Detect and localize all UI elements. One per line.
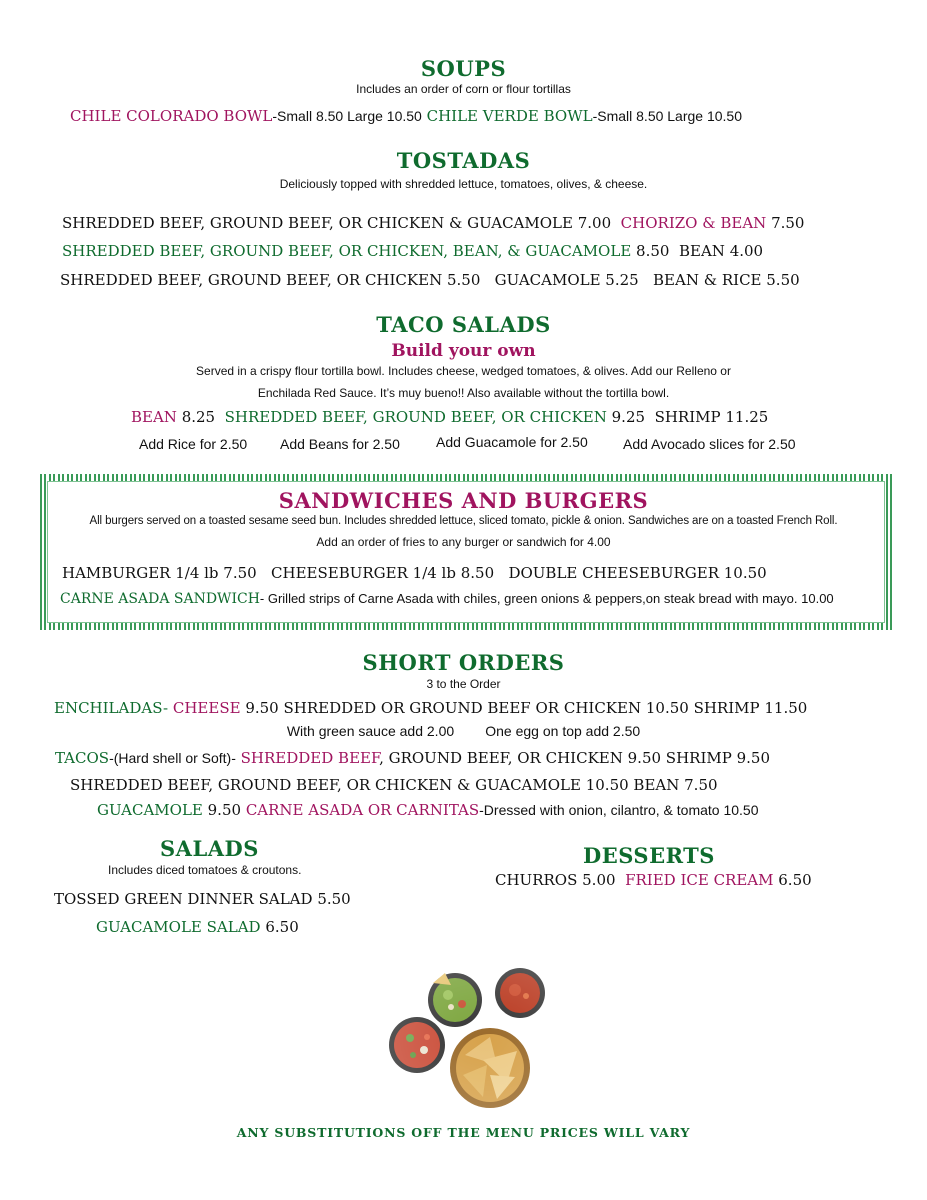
substitutions-notice: ANY SUBSTITUTIONS OFF THE MENU PRICES WILL VARY (236, 1125, 691, 1140)
tostada-guacamole: GUACAMOLE 5.25 (494, 271, 639, 289)
short-orders-guacamole-price: 9.50 (202, 801, 246, 819)
tostada-bean-guac-price: 8.50 (631, 242, 670, 260)
desserts-heading: DESSERTS (583, 843, 715, 868)
salads-note: Includes diced tomatoes & croutons. (108, 863, 302, 877)
chile-colorado-name: CHILE COLORADO BOWL (70, 107, 273, 125)
chile-verde-name: CHILE VERDE BOWL (426, 107, 593, 125)
carne-asada-sandwich-name: CARNE ASADA SANDWICH (60, 591, 260, 607)
double-cheeseburger: DOUBLE CHEESEBURGER 10.50 (508, 564, 767, 582)
taco-salad-meat-name: SHREDDED BEEF, GROUND BEEF, OR CHICKEN (224, 408, 607, 426)
taco-salads-subtitle: Build your own (391, 341, 536, 361)
tostadas-heading: TOSTADAS (396, 148, 531, 173)
tostada-chorizo-name: CHORIZO & BEAN (620, 214, 767, 232)
enchiladas-note: With green sauce add 2.00 One egg on top add 2.50 (286, 723, 641, 739)
carne-asada-sandwich-desc: - Grilled strips of Carne Asada with chiles, green onions & peppers,on steak bread with mayo. 10.00 (259, 591, 834, 606)
taco-salad-shrimp: SHRIMP 11.25 (654, 408, 769, 426)
guacamole-salad-name: GUACAMOLE SALAD (96, 918, 261, 936)
tostadas-row-2 (62, 242, 763, 260)
tossed-salad: TOSSED GREEN DINNER SALAD 5.50 (54, 890, 351, 908)
churros: CHURROS 5.00 (495, 871, 616, 889)
burgers-line (62, 564, 767, 582)
tacos-shredded-beef: SHREDDED BEEF (235, 749, 380, 767)
soups-heading: SOUPS (420, 56, 507, 81)
addon-beans: Add Beans for 2.50 (280, 436, 400, 452)
tostadas-row-3 (60, 271, 800, 289)
enchiladas-name: ENCHILADAS- (54, 699, 169, 717)
short-orders-note: 3 to the Order (426, 677, 501, 691)
tostada-guac-combo: SHREDDED BEEF, GROUND BEEF, OR CHICKEN & GUACAMOLE 7.00 (62, 214, 612, 232)
sandwiches-heading: SANDWICHES AND BURGERS (278, 488, 649, 513)
short-orders-guacamole-name: GUACAMOLE (97, 801, 203, 819)
enchiladas-cheese: CHEESE (168, 699, 241, 717)
tostada-meat: SHREDDED BEEF, GROUND BEEF, OR CHICKEN 5.50 (60, 271, 481, 289)
enchiladas-line (54, 699, 807, 717)
carne-asada-sandwich-line (60, 591, 834, 607)
tacos-name: TACOS (55, 749, 110, 767)
salads-heading: SALADS (160, 836, 259, 861)
enchiladas-prices: 9.50 SHREDDED OR GROUND BEEF OR CHICKEN 10.50 SHRIMP 11.50 (240, 699, 808, 717)
guacamole-salad-line (96, 918, 299, 936)
short-orders-guac-line: SHREDDED BEEF, GROUND BEEF, OR CHICKEN & GUACAMOLE 10.50 BEAN 7.50 (70, 776, 718, 794)
tacos-line (55, 749, 770, 767)
guacamole-salad-price: 6.50 (260, 918, 299, 936)
cheeseburger: CHEESEBURGER 1/4 lb 8.50 (271, 564, 495, 582)
desserts-line (495, 871, 812, 889)
carne-asada-carnitas-desc: -Dressed with onion, cilantro, & tomato 10.50 (479, 802, 759, 818)
tostadas-note: Deliciously topped with shredded lettuce, tomatoes, olives, & cheese. (279, 177, 648, 191)
short-orders-carne-line (97, 801, 759, 819)
addon-guacamole: Add Guacamole for 2.50 (436, 434, 588, 450)
taco-salad-bean-name: BEAN (131, 408, 177, 426)
soups-line (70, 107, 742, 125)
fried-ice-cream-name: FRIED ICE CREAM (625, 871, 774, 889)
chile-verde-price: -Small 8.50 Large 10.50 (592, 108, 743, 124)
taco-salads-note-1: Served in a crispy flour tortilla bowl. Includes cheese, wedged tomatoes, & olives. Add our Relleno or (196, 364, 731, 378)
taco-salads-prices (131, 408, 768, 426)
tacos-prices: , GROUND BEEF, OR CHICKEN 9.50 SHRIMP 9.50 (379, 749, 770, 767)
tostada-bean-rice: BEAN & RICE 5.50 (653, 271, 800, 289)
taco-salad-bean-price: 8.25 (176, 408, 216, 426)
addon-avocado: Add Avocado slices for 2.50 (623, 436, 796, 452)
carne-asada-carnitas-name: CARNE ASADA OR CARNITAS (245, 801, 480, 819)
tostada-chorizo-price: 7.50 (766, 214, 805, 232)
sandwiches-note-2: Add an order of fries to any burger or sandwich for 4.00 (316, 535, 611, 549)
taco-salads-note-2: Enchilada Red Sauce. It’s muy bueno!! Also available without the tortilla bowl. (257, 386, 670, 400)
fried-ice-cream-price: 6.50 (773, 871, 812, 889)
soups-note: Includes an order of corn or flour tortillas (356, 82, 571, 96)
tostada-bean: BEAN 4.00 (679, 242, 764, 260)
taco-salads-heading: TACO SALADS (376, 312, 551, 337)
chile-colorado-price: -Small 8.50 Large 10.50 (272, 108, 422, 124)
tacos-shell: -(Hard shell or Soft)- (109, 750, 236, 766)
tostadas-row-1 (62, 214, 804, 232)
chips-and-salsa-image (385, 965, 585, 1115)
short-orders-heading: SHORT ORDERS (362, 650, 565, 675)
addon-rice: Add Rice for 2.50 (139, 436, 248, 452)
hamburger: HAMBURGER 1/4 lb 7.50 (62, 564, 257, 582)
tostada-bean-guac-name: SHREDDED BEEF, GROUND BEEF, OR CHICKEN, BEAN, & GUACAMOLE (62, 242, 632, 260)
sandwiches-note-1: All burgers served on a toasted sesame seed bun. Includes shredded lettuce, sliced tomato, pickle & onion. Sandwiches are on a toasted French Roll. (89, 515, 838, 527)
taco-salad-meat-price: 9.25 (606, 408, 646, 426)
